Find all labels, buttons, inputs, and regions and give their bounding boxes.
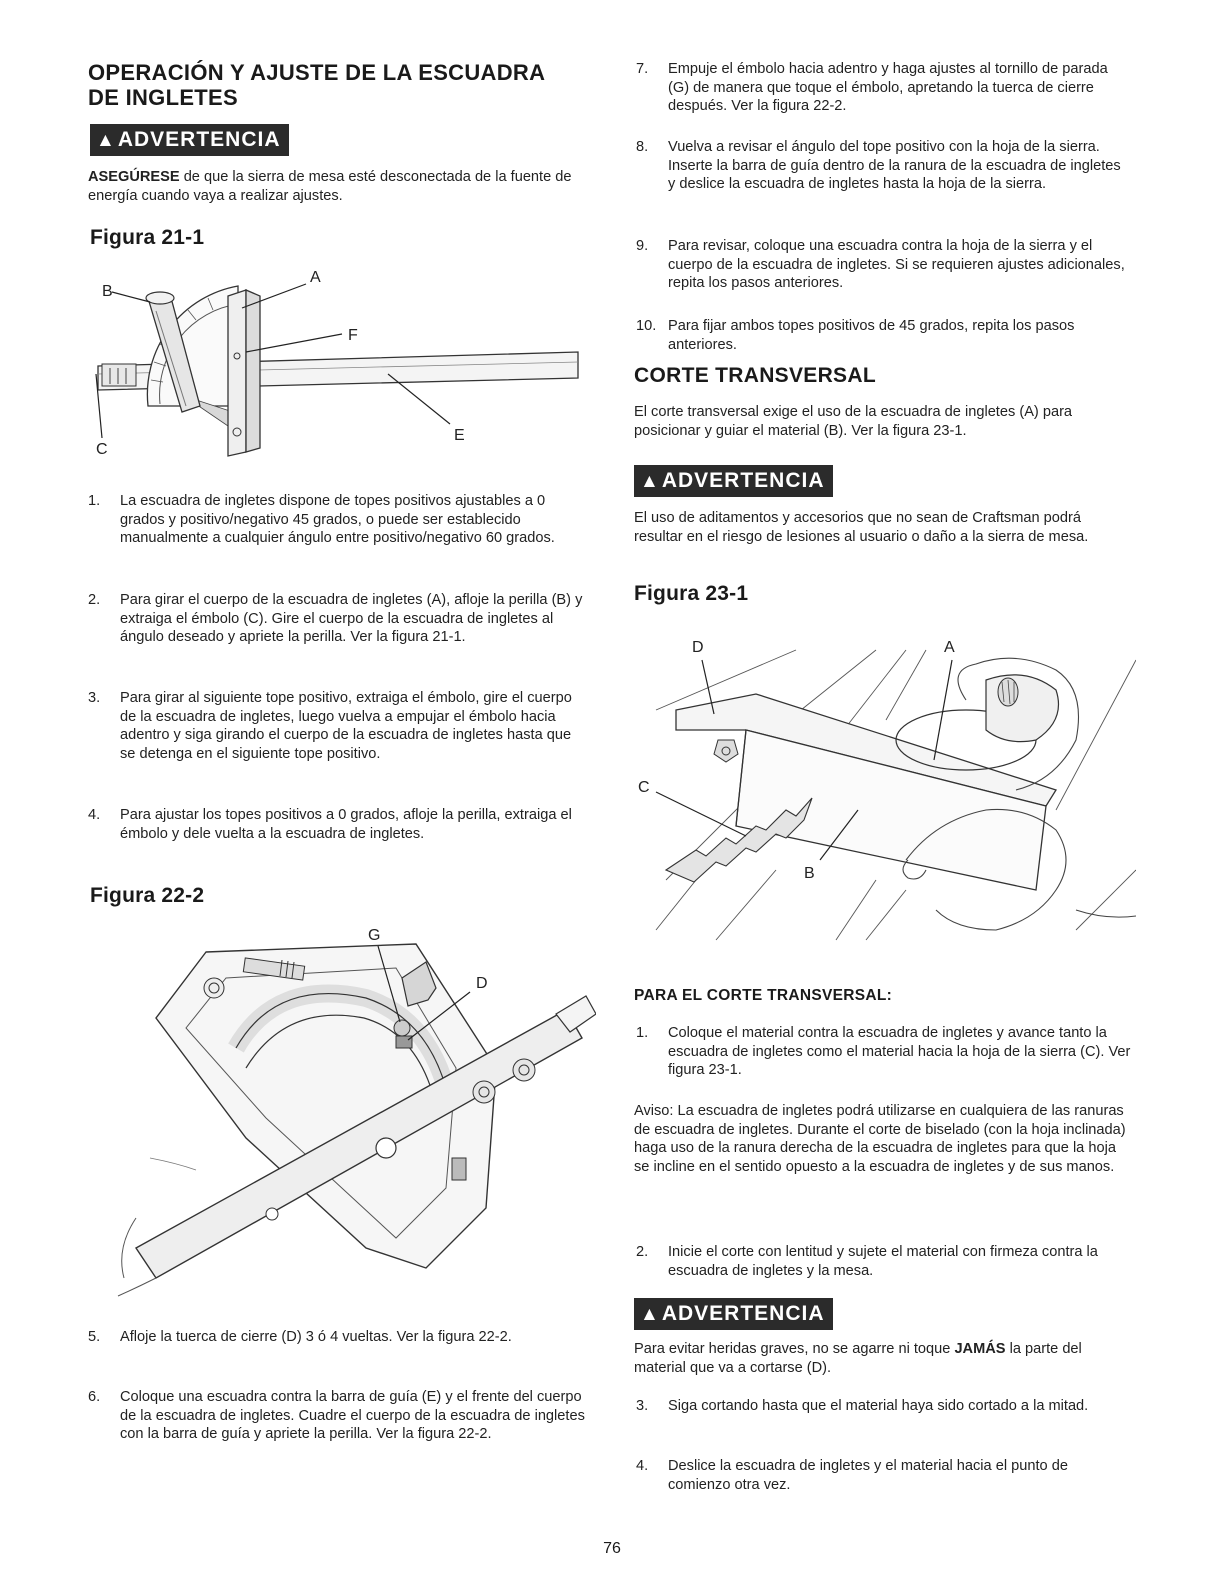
corte-transversal-title: CORTE TRANSVERSAL — [634, 364, 876, 387]
fig21-label-b: B — [102, 283, 113, 300]
fig22-label-g: G — [368, 927, 381, 944]
figure-23-1-title: Figura 23-1 — [634, 582, 749, 605]
figure-22-2-title: Figura 22-2 — [90, 884, 205, 907]
list-item: 3. Para girar al siguiente tope positivo, extraiga el émbolo, gire el cuerpo de la escuadra de ingletes, luego vuelva a empujar el émbolo hacia adentro y siga girando el cuerpo de la escuadra de ingletes hasta que se detenga en el siguiente tope positivo. — [88, 690, 572, 762]
list-item: 2. Inicie el corte con lentitud y sujete el material con firmeza contra la escuadra de ingletes y la mesa. — [636, 1244, 1098, 1279]
fig21-label-a: A — [310, 269, 321, 286]
warning-text-2: El uso de aditamentos y accesorios que no sean de Craftsman podrá resultar en el riesgo de lesiones al usuario o daño a la sierra de mesa. — [634, 510, 1089, 545]
fig23-label-c: C — [638, 779, 650, 796]
fig22-label-d: D — [476, 975, 488, 992]
list-item: 1. La escuadra de ingletes dispone de topes positivos ajustables a 0 grados y positivo/negativo 45 grados, o puede ser establecido manualmente a cualquier ángulo entre positivo/negativo 60 grados. — [88, 493, 555, 547]
list-item: 4. Para ajustar los topes positivos a 0 grados, afloje la perilla, extraiga el émbolo y dele vuelta a la escuadra de ingletes. — [88, 807, 572, 842]
list-item: 7. Empuje el émbolo hacia adentro y haga ajustes al tornillo de parada (G) de manera que toque el émbolo, apretando la tuerca de cierre después. Ver la figura 22-2. — [636, 61, 1108, 115]
warning-icon: ▲ — [96, 130, 116, 151]
page-number: 76 — [603, 1540, 621, 1557]
figure-21-1-title: Figura 21-1 — [90, 226, 205, 249]
list-item: 1. Coloque el material contra la escuadra de ingletes y avance tanto la escuadra de ingletes como el material hacia la hoja de la sierra (C). Ver figura 23-1. — [636, 1025, 1131, 1079]
warning-banner-3: ▲ADVERTENCIA — [634, 1298, 833, 1330]
figure-21-1-illustration — [88, 256, 588, 466]
corte-transversal-intro: El corte transversal exige el uso de la escuadra de ingletes (A) para posicionar y guiar el material (B). Ver la figura 23-1. — [634, 404, 1073, 439]
figure-23-1-illustration — [636, 630, 1136, 950]
list-item: 6. Coloque una escuadra contra la barra de guía (E) y el frente del cuerpo de la escuadra de ingletes. Cuadre el cuerpo de la escuadra de ingletes con la barra de guía y apriete la perilla. Ver la figura 22-2. — [88, 1389, 585, 1443]
list-item: 9. Para revisar, coloque una escuadra contra la hoja de la sierra y el cuerpo de la escuadra de ingletes. Si se requieren ajustes adicionales, repita los pasos anteriores. — [636, 238, 1125, 292]
fig23-label-b: B — [804, 865, 815, 882]
warning-text-3: Para evitar heridas graves, no se agarre ni toque JAMÁS la parte del material que va a cortarse (D). — [634, 1341, 1082, 1376]
list-item: 10. Para fijar ambos topes positivos de 45 grados, repita los pasos anteriores. — [636, 318, 1075, 353]
list-item: 3. Siga cortando hasta que el material haya sido cortado a la mitad. — [636, 1398, 1089, 1414]
section-title-line2: DE INGLETES — [88, 85, 238, 110]
list-item: 4. Deslice la escuadra de ingletes y el material hacia el punto de comienzo otra vez. — [636, 1458, 1068, 1493]
warning-banner-1: ▲ADVERTENCIA — [90, 124, 289, 156]
warning-banner-2: ▲ADVERTENCIA — [634, 465, 833, 497]
fig23-label-d: D — [692, 639, 704, 656]
warning-text-1: ASEGÚRESE de que la sierra de mesa esté desconectada de la fuente de energía cuando vaya a realizar ajustes. — [88, 169, 572, 204]
list-item: 8. Vuelva a revisar el ángulo del tope positivo con la hoja de la sierra. Inserte la barra de guía dentro de la ranura de la escuadra de ingletes y deslice la escuadra de ingletes hasta la hoja de la sierra. — [636, 139, 1121, 193]
warning-icon: ▲ — [640, 1304, 660, 1325]
figure-22-2-illustration — [96, 918, 596, 1298]
notice-text: Aviso: La escuadra de ingletes podrá utilizarse en cualquiera de las ranuras de escuadra de ingletes. Durante el corte de biselado (con la hoja inclinada) haga uso de la ranura derecha de la escuadra de ingletes para que la hoja se incline en el sentido opuesto a la escuadra de ingletes y de sus manos. — [634, 1103, 1126, 1175]
fig21-label-f: F — [348, 327, 358, 344]
fig21-label-c: C — [96, 441, 108, 458]
fig23-label-a: A — [944, 639, 955, 656]
list-item: 2. Para girar el cuerpo de la escuadra de ingletes (A), afloje la perilla (B) y extraiga el émbolo (C). Gire el cuerpo de la escuadra de ingletes al ángulo deseado y apriete la perilla. Ver la figura 21-1. — [88, 592, 583, 646]
para-el-corte-title: PARA EL CORTE TRANSVERSAL: — [634, 987, 893, 1004]
fig21-label-e: E — [454, 427, 465, 444]
list-item: 5. Afloje la tuerca de cierre (D) 3 ó 4 vueltas. Ver la figura 22-2. — [88, 1329, 512, 1345]
section-title-line1: OPERACIÓN Y AJUSTE DE LA ESCUADRA — [88, 60, 546, 85]
warning-icon: ▲ — [640, 471, 660, 492]
